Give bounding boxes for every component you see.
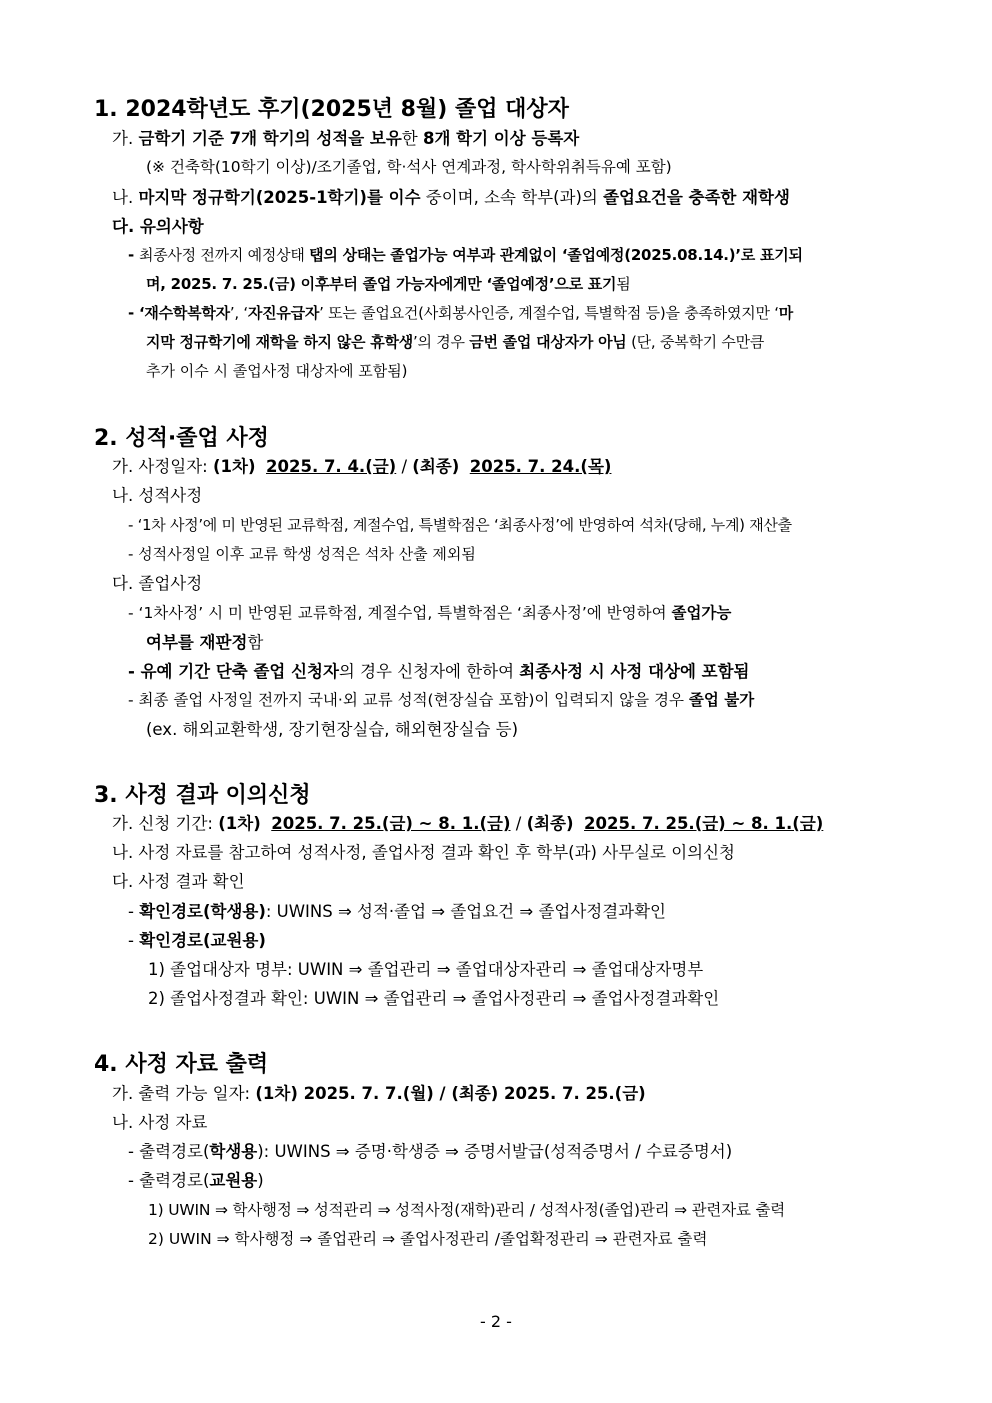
s1-bullet-2-line-1: - ‘재수학복학자’, ‘자진유급자’ 또는 졸업요건(사회봉사인증, 계절수업, 특별학점 등)을 충족하였지만 ‘마 [128, 304, 794, 322]
s4-bullet-student: - 출력경로(학생용): UWINS ⇒ 증명·학생증 ⇒ 증명서발급(성적증명서 / 수료증명서) [128, 1142, 733, 1161]
s2-da-bullet-1-line-2: 여부를 재판정함 [146, 633, 264, 652]
section-4-title: 4. 사정 자료 출력 [94, 1052, 269, 1077]
s4-faculty-item-2: 2) UWIN ⇒ 학사행정 ⇒ 졸업관리 ⇒ 졸업사정관리 /졸업확정관리 ⇒ 관련자료 출력 [148, 1230, 708, 1248]
section-2-title: 2. 성적·졸업 사정 [94, 426, 269, 451]
s2-da-bullet-3-line-2: (ex. 해외교환학생, 장기현장실습, 해외현장실습 등) [146, 720, 519, 739]
s2-na-bullet-1: - ‘1차 사정’에 미 반영된 교류학점, 계절수업, 특별학점은 ‘최종사정’에 반영하여 석차(당해, 누계) 재산출 [128, 516, 792, 534]
s3-item-na: 나. 사정 자료를 참고하여 성적사정, 졸업사정 결과 확인 후 학부(과) 사무실로 이의신청 [112, 843, 735, 862]
s3-item-ga: 가. 신청 기간: (1차) 2025. 7. 25.(금) ~ 8. 1.(금) / (최종) 2025. 7. 25.(금) ~ 8. 1.(금) [112, 814, 824, 833]
s4-item-ga: 가. 출력 가능 일자: (1차) 2025. 7. 7.(월) / (최종) 2025. 7. 25.(금) [112, 1084, 646, 1103]
s1-item-ga-note: (※ 건축학(10학기 이상)/조기졸업, 학·석사 연계과정, 학사학위취득유예 포함) [146, 158, 672, 176]
s2-na-bullet-2: - 성적사정일 이후 교류 학생 성적은 석차 산출 제외됨 [128, 545, 476, 563]
page-number: - 2 - [480, 1312, 512, 1331]
section-1-title: 1. 2024학년도 후기(2025년 8월) 졸업 대상자 [94, 97, 569, 122]
s2-da-bullet-3-line-1: - 최종 졸업 사정일 전까지 국내·외 교류 성적(현장실습 포함)이 입력되지 않을 경우 졸업 불가 [128, 691, 755, 709]
s3-item-da: 다. 사정 결과 확인 [112, 872, 245, 891]
s4-bullet-faculty: - 출력경로(교원용) [128, 1171, 264, 1190]
s3-faculty-item-1: 1) 졸업대상자 명부: UWIN ⇒ 졸업관리 ⇒ 졸업대상자관리 ⇒ 졸업대상자명부 [148, 960, 704, 979]
s1-bullet-1-line-2: 며, 2025. 7. 25.(금) 이후부터 졸업 가능자에게만 ‘졸업예정’으로 표기됨 [146, 275, 631, 293]
s1-item-na: 나. 마지막 정규학기(2025-1학기)를 이수 중이며, 소속 학부(과)의 졸업요건을 충족한 재학생 [112, 188, 790, 207]
s3-bullet-student: - 확인경로(학생용): UWINS ⇒ 성적·졸업 ⇒ 졸업요건 ⇒ 졸업사정결과확인 [128, 902, 666, 921]
s1-bullet-2-line-2: 지막 정규학기에 재학을 하지 않은 휴학생’의 경우 금번 졸업 대상자가 아님 (단, 중복학기 수만큼 [146, 333, 765, 351]
s2-item-da: 다. 졸업사정 [112, 574, 203, 593]
s3-bullet-faculty: - 확인경로(교원용) [128, 931, 266, 950]
s3-faculty-item-2: 2) 졸업사정결과 확인: UWIN ⇒ 졸업관리 ⇒ 졸업사정관리 ⇒ 졸업사정결과확인 [148, 989, 720, 1008]
s4-item-na: 나. 사정 자료 [112, 1113, 208, 1132]
s1-item-ga: 가. 금학기 기준 7개 학기의 성적을 보유한 8개 학기 이상 등록자 [112, 129, 580, 148]
s2-da-bullet-2: - 유예 기간 단축 졸업 신청자의 경우 신청자에 한하여 최종사정 시 사정 대상에 포함됨 [128, 662, 750, 681]
s1-bullet-1-line-1: - 최종사정 전까지 예정상태 탭의 상태는 졸업가능 여부과 관계없이 ‘졸업예정(2025.08.14.)’로 표기되 [128, 246, 803, 264]
s1-bullet-2-line-3: 추가 이수 시 졸업사정 대상자에 포함됨) [146, 362, 408, 380]
s2-da-bullet-1-line-1: - ‘1차사정’ 시 미 반영된 교류학점, 계절수업, 특별학점은 ‘최종사정’에 반영하여 졸업가능 [128, 604, 732, 622]
s1-item-da: 다. 유의사항 [112, 217, 204, 236]
s4-faculty-item-1: 1) UWIN ⇒ 학사행정 ⇒ 성적관리 ⇒ 성적사정(재학)관리 / 성적사정(졸업)관리 ⇒ 관련자료 출력 [148, 1201, 786, 1219]
section-3-title: 3. 사정 결과 이의신청 [94, 783, 311, 808]
s2-item-na: 나. 성적사정 [112, 486, 203, 505]
s2-item-ga: 가. 사정일자: (1차) 2025. 7. 4.(금) / (최종) 2025. 7. 24.(목) [112, 457, 612, 476]
